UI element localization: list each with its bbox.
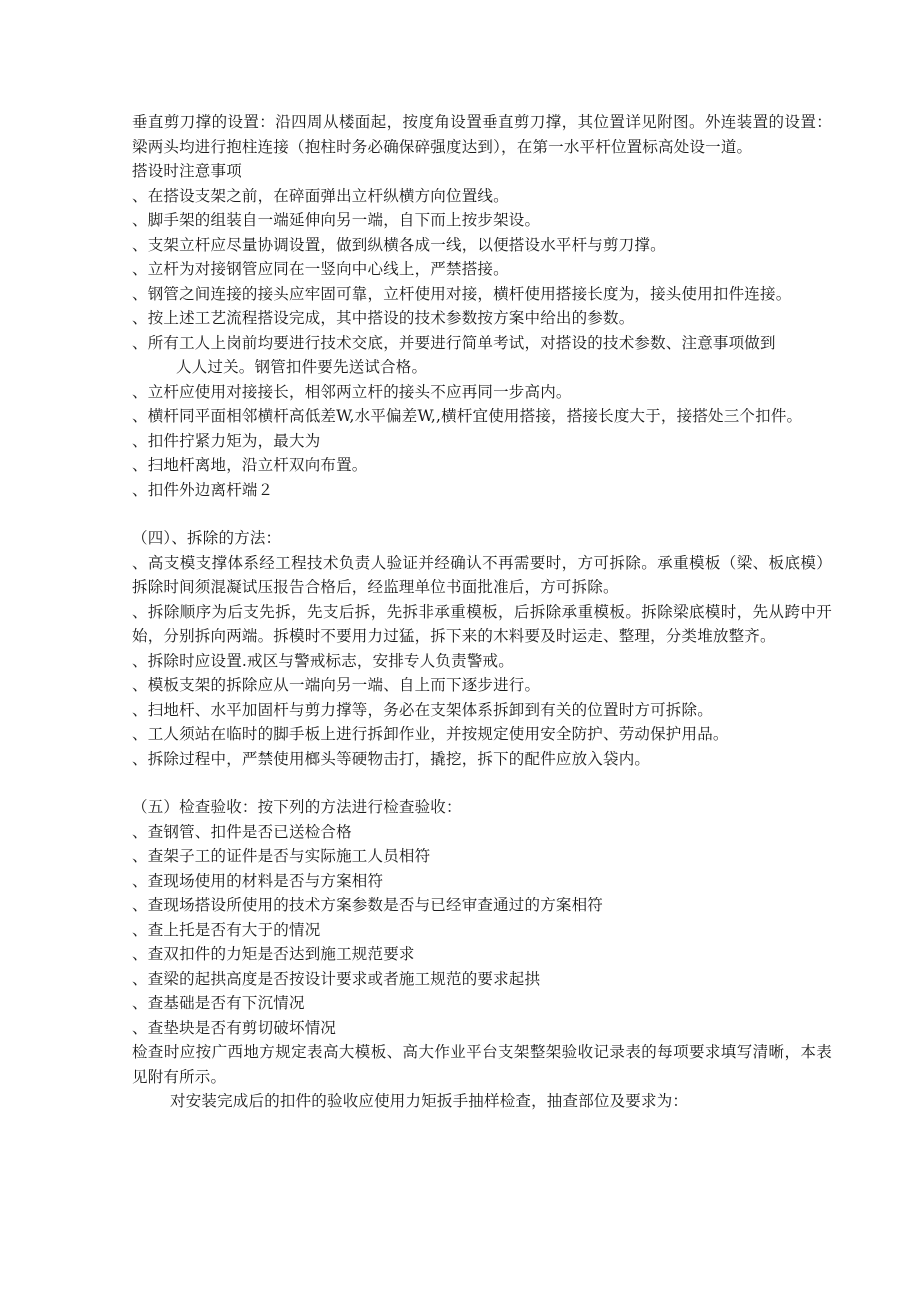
list-item: 、扣件拧紧力矩为，最大为 (132, 431, 321, 450)
list-item: 、立杆为对接钢管应同在一竖向中心线上，严禁搭接。 (132, 260, 509, 278)
paragraph-torque-check: 对安装完成后的扣件的验收应使用力矩扳手抽样检查，抽查部位及要求为： (170, 1092, 689, 1110)
list-item-worker-briefing (132, 331, 832, 380)
list-item-continuation: 人人过关。钢管扣件要先送试合格。 (176, 358, 428, 376)
heading-erection-notes: 搭设时注意事项 (132, 162, 242, 180)
list-item: 、脚手架的组装自一端延伸向另一端，自下而上按步架设。 (132, 211, 541, 229)
list-item: 、横杆同平面相邻横杆高低差W,水平偏差W,,横杆宜使用搭接，搭接长度大于，接搭处三个扣件。 (132, 407, 803, 425)
list-item: 、钢管之间连接的接头应牢固可靠，立杆使用对接，横杆使用搭接长度为，接头使用扣件连接。 (132, 284, 792, 303)
list-item: 、查架子工的证件是否与实际施工人员相符 (132, 847, 431, 865)
document-body (132, 110, 832, 1114)
paragraph-inspection-form: 检查时应按广西地方规定表高大模板、高大作业平台支架整架验收记录表的每项要求填写清晰，本表见附有所示。 (132, 1043, 832, 1086)
list-item: 、查基础是否有下沉情况 (132, 994, 305, 1012)
section-gap (132, 502, 832, 526)
list-item: 、查现场使用的材料是否与方案相符 (132, 871, 384, 890)
list-item: 、工人须站在临时的脚手板上进行拆卸作业，并按规定使用安全防护、劳动保护用品。 (132, 725, 729, 743)
list-item: 、立杆应使用对接接长，相邻两立杆的接头不应再同一步高内。 (132, 382, 572, 401)
list-item: 、查钢管、扣件是否已送检合格 (132, 822, 352, 841)
list-item: 、按上述工艺流程搭设完成，其中搭设的技术参数按方案中给出的参数。 (132, 309, 635, 327)
list-item: 、扫地杆、水平加固杆与剪力撑等，务必在支架体系拆卸到有关的位置时方可拆除。 (132, 700, 713, 719)
list-item: 、查上托是否有大于的情况 (132, 920, 321, 939)
list-item: 、查双扣件的力矩是否达到施工规范要求 (132, 945, 415, 963)
list-item: 、查现场搭设所使用的技术方案参数是否与已经审查通过的方案相符 (132, 896, 604, 914)
section-heading-dismantle: （四）、拆除的方法： (132, 529, 282, 547)
list-item: 、模板支架的拆除应从一端向另一端、自上而下逐步进行。 (132, 676, 541, 694)
list-item-line: 、所有工人上岗前均要进行技术交底，并要进行简单考试，对搭设的技术参数、注意事项做到 (132, 333, 776, 352)
list-item: 、拆除时应设置.戒区与警戒标志，安排专人负责警戒。 (132, 651, 514, 670)
list-item: 、在搭设支架之前，在碎面弹出立杆纵横方向位置线。 (132, 186, 509, 205)
section-heading-inspection: （五）检查验收：按下列的方法进行检查验收： (132, 798, 462, 816)
list-item: 、查垫块是否有剪切破坏情况 (132, 1018, 337, 1037)
list-item: 、支架立杆应尽量协调设置，做到纵横各成一线，以便搭设水平杆与剪刀撑。 (132, 235, 666, 254)
list-item: 、拆除过程中，严禁使用榔头等硬物击打，撬挖，拆下的配件应放入袋内。 (132, 749, 651, 768)
section-gap (132, 771, 832, 795)
list-item: 、查梁的起拱高度是否按设计要求或者施工规范的要求起拱 (132, 969, 541, 988)
list-item: 、高支模支撑体系经工程技术负责人验证并经确认不再需要时，方可拆除。承重模板（梁、板底模）拆除时间须混凝试压报告合格后，经监理单位书面批准后，方可拆除。 (132, 553, 832, 596)
list-item: 、扫地杆离地，沿立杆双向布置。 (132, 456, 368, 474)
list-item: 、拆除顺序为后支先拆，先支后拆，先拆非承重模板，后拆除承重模板。拆除梁底模时，先从跨中开始，分别拆向两端。拆模时不要用力过猛，拆下来的木料要及时运走、整理，分类堆放整齐。 (132, 602, 832, 645)
list-item: 、扣件外边离杆端２ (132, 480, 274, 499)
paragraph-scissor-brace: 垂直剪刀撑的设置：沿四周从楼面起，按度角设置垂直剪刀撑，其位置详见附图。外连装置的设置：梁两头均进行抱柱连接（抱柱时务必确保碎强度达到），在第一水平杆位置标高处设一道。 (132, 113, 832, 156)
